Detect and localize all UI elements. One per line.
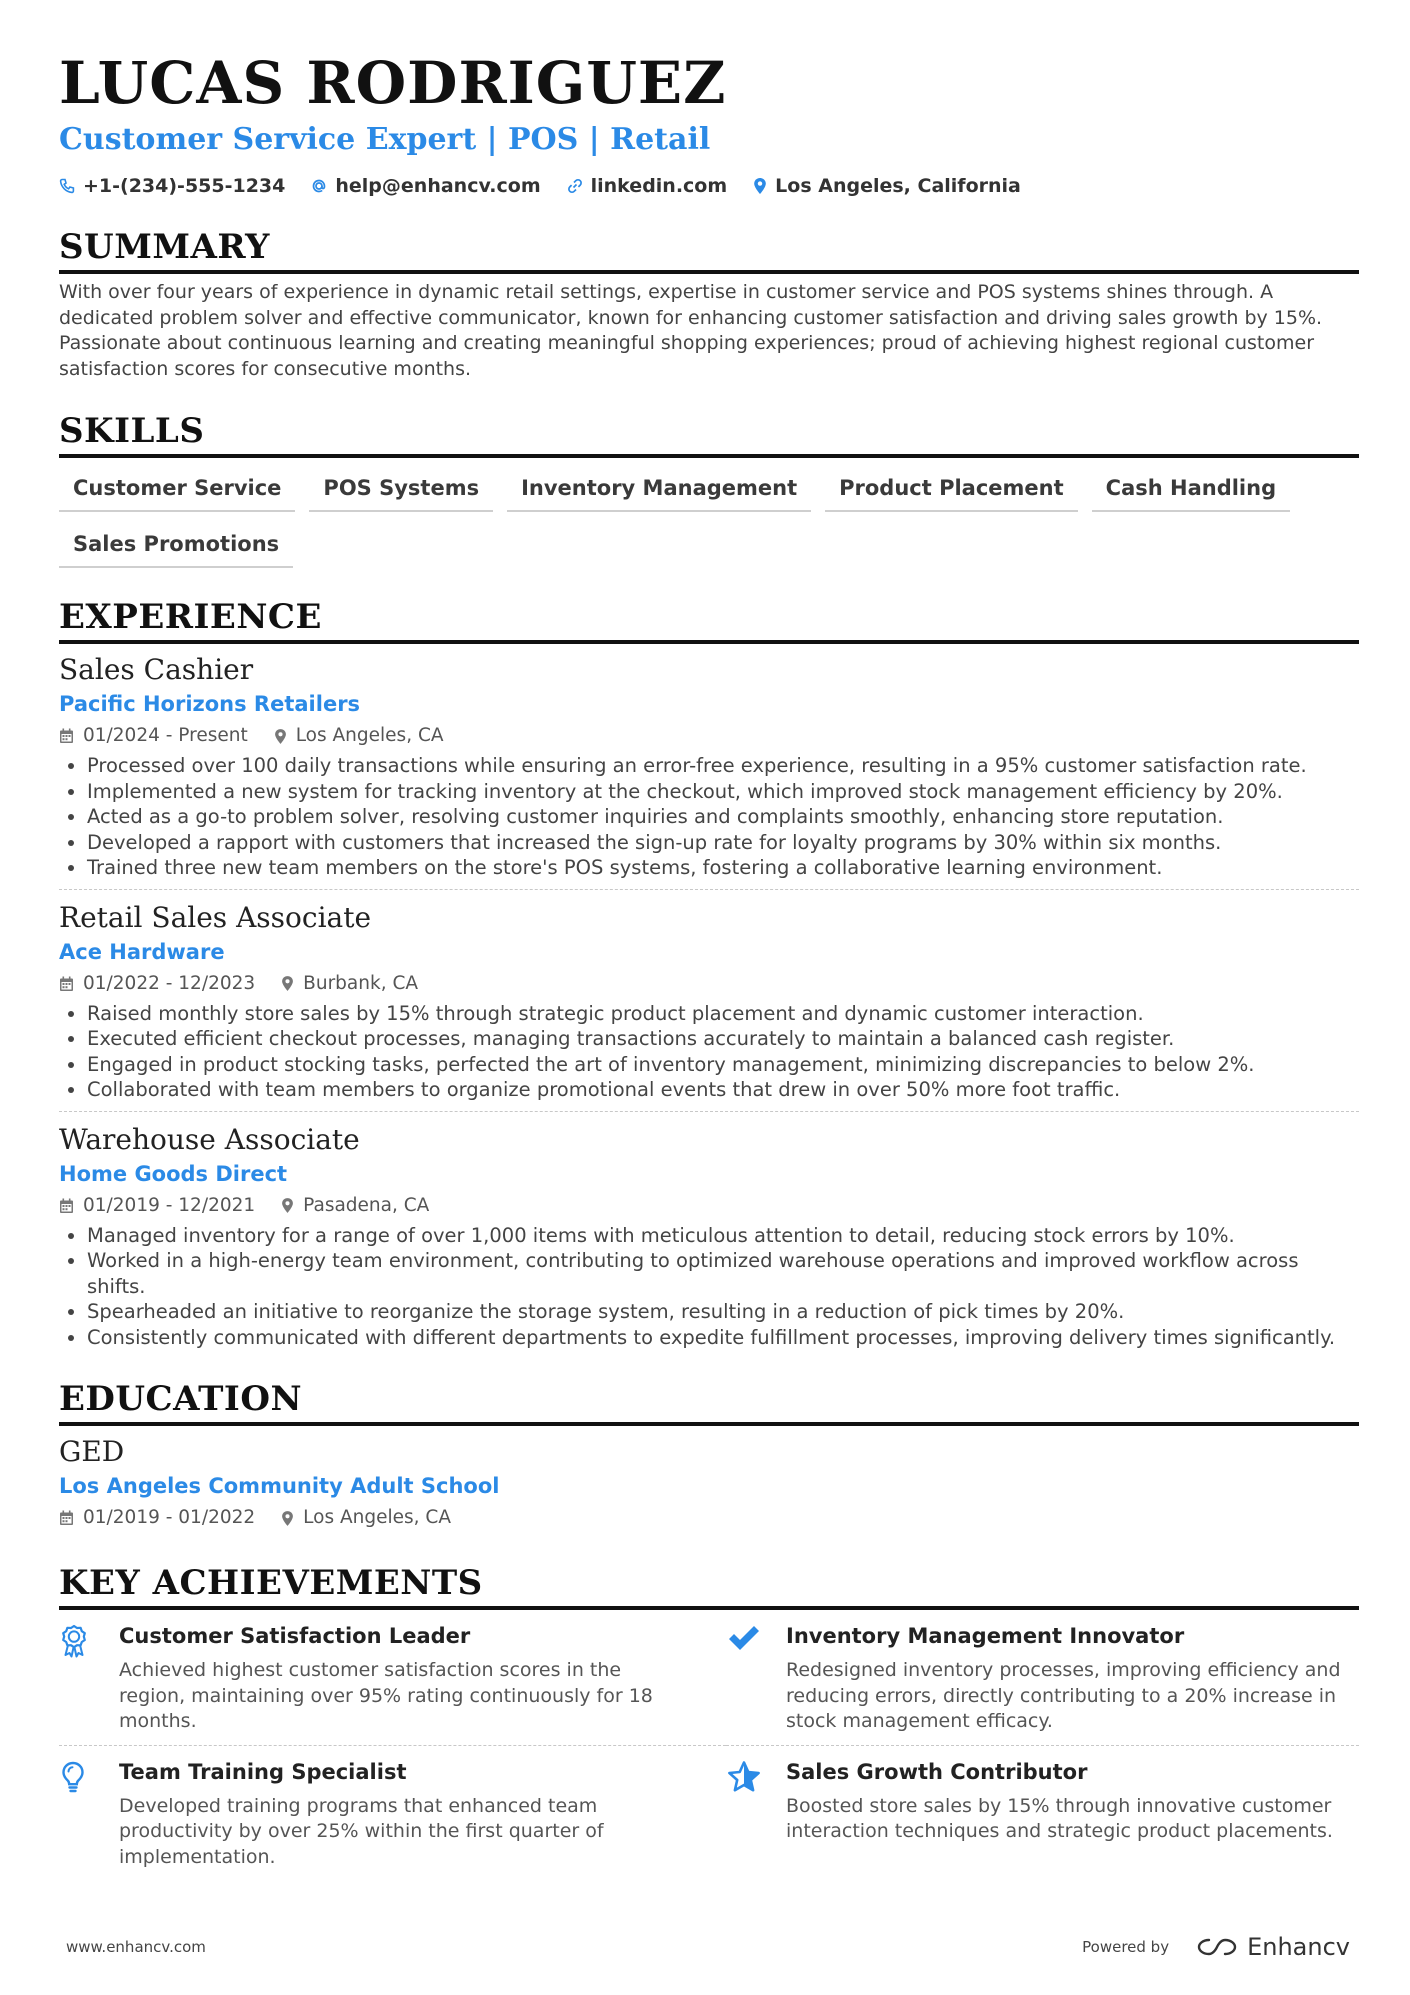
bullet-item: • Executed efficient checkout processes, managing transactions accurately to maintain a balanced cash register. (87, 1026, 1359, 1052)
contact-phone[interactable] (59, 175, 285, 197)
entry-divider (59, 1111, 1359, 1112)
school-name: Los Angeles Community Adult School (59, 1474, 500, 1498)
skills-list (59, 470, 1359, 582)
email-text: help@enhancv.com (335, 175, 541, 197)
contact-location (753, 175, 1021, 197)
bullet-item: • Implemented a new system for tracking inventory at the checkout, which improved stock management efficiency by 20%. (87, 779, 1359, 805)
location-pin-icon (281, 975, 294, 992)
achievements-grid (59, 1622, 1359, 1880)
achievement-item (726, 1758, 1359, 1881)
achievement-description: Redesigned inventory processes, improving efficiency and reducing errors, directly contributing to a 20% increase in stock management efficacy. (786, 1659, 1341, 1732)
job-meta (59, 1194, 1359, 1218)
footer-website-link[interactable]: www.enhancv.com (66, 1938, 206, 1956)
achievement-divider (726, 1745, 1359, 1746)
job-title: Sales Cashier (59, 653, 254, 686)
skill-tag: POS Systems (309, 470, 493, 512)
skill-tag: Cash Handling (1092, 470, 1290, 512)
job-entry (59, 900, 1359, 1112)
job-company: Ace Hardware (59, 939, 225, 964)
achievement-description: Boosted store sales by 15% through innovative customer interaction techniques and strategic product placements. (786, 1794, 1333, 1842)
location-pin-icon (281, 1197, 294, 1214)
bullet-item: • Consistently communicated with different departments to expedite fulfillment processes, improving delivery times significantly. (87, 1325, 1359, 1351)
link-icon (567, 178, 583, 194)
calendar-icon (59, 976, 74, 992)
education-section (59, 1378, 1359, 1530)
location-text: Los Angeles, California (775, 175, 1021, 197)
skills-heading: SKILLS (59, 410, 1359, 458)
bullet-item: • Managed inventory for a range of over 1,000 items with meticulous attention to detail, reducing stock errors by 10%. (87, 1223, 1359, 1249)
candidate-name: LUCAS RODRIGUEZ (59, 49, 727, 117)
education-dates: 01/2019 - 01/2022 (83, 1507, 256, 1528)
job-bullets (59, 753, 1359, 881)
job-company: Home Goods Direct (59, 1161, 288, 1186)
calendar-icon (59, 1198, 74, 1214)
resume-page (59, 50, 1359, 1880)
achievement-item (59, 1622, 692, 1745)
star-icon (726, 1760, 762, 1794)
summary-text: With over four years of experience in dynamic retail settings, expertise in customer service and POS systems shines through. A dedicated problem solver and effective communicator, known for enhancing customer satisfaction and driving sales growth by 15%. Passionate about continuous learning and creating meaningful shopping experiences; proud of achieving highest regional customer satisfaction scores for consecutive months. (59, 281, 1323, 380)
achievement-title: Customer Satisfaction Leader (119, 1624, 471, 1648)
summary-heading: SUMMARY (59, 226, 1359, 274)
skill-tag: Sales Promotions (59, 526, 293, 568)
achievement-title: Team Training Specialist (119, 1759, 407, 1784)
job-company: Pacific Horizons Retailers (59, 692, 361, 716)
linkedin-text: linkedin.com (590, 175, 728, 197)
location-pin-icon (753, 177, 767, 195)
job-title: Warehouse Associate (59, 1122, 360, 1156)
skill-tag: Inventory Management (507, 470, 811, 512)
job-dates: 01/2019 - 12/2021 (83, 1194, 256, 1216)
achievement-title: Inventory Management Innovator (786, 1624, 1185, 1648)
job-dates: 01/2022 - 12/2023 (83, 972, 256, 994)
skill-tag: Product Placement (825, 470, 1078, 512)
job-bullets (59, 1001, 1359, 1103)
achievement-description: Achieved highest customer satisfaction scores in the region, maintaining over 95% rating continuously for 18 months. (119, 1659, 653, 1732)
location-pin-icon (274, 728, 287, 745)
job-entry (59, 1122, 1359, 1351)
experience-heading: EXPERIENCE (59, 596, 1359, 644)
footer (66, 1933, 1350, 1961)
entry-divider (59, 889, 1359, 890)
location-pin-icon (281, 1510, 294, 1527)
achievement-divider (59, 1745, 726, 1746)
at-sign-icon (311, 178, 327, 194)
job-title: Retail Sales Associate (59, 900, 372, 934)
powered-by-label: Powered by (1082, 1938, 1170, 1956)
skill-tag: Customer Service (59, 470, 295, 512)
bullet-item: • Worked in a high-energy team environment, contributing to optimized warehouse operations and improved workflow across shifts. (87, 1248, 1359, 1299)
bullet-item: • Acted as a go-to problem solver, resolving customer inquiries and complaints smoothly, enhancing store reputation. (87, 804, 1359, 830)
summary-section (59, 226, 1359, 382)
achievement-title: Sales Growth Contributor (786, 1759, 1088, 1784)
education-heading: EDUCATION (59, 1378, 1359, 1426)
job-location: Burbank, CA (303, 972, 419, 994)
job-meta (59, 972, 1359, 996)
bullet-item: • Raised monthly store sales by 15% through strategic product placement and dynamic customer interaction. (87, 1001, 1359, 1027)
phone-icon (59, 178, 75, 194)
powered-by (1082, 1933, 1350, 1961)
phone-text: +1-(234)-555-1234 (83, 175, 286, 197)
contact-email[interactable] (311, 175, 540, 197)
experience-section (59, 596, 1359, 1350)
job-bullets (59, 1223, 1359, 1351)
education-location: Los Angeles, CA (303, 1507, 451, 1528)
checkmark-icon (726, 1624, 762, 1654)
candidate-title: Customer Service Expert | POS | Retail (59, 122, 711, 157)
achievement-description: Developed training programs that enhanced team productivity by over 25% within the first quarter of implementation. (119, 1794, 604, 1868)
achievement-item (59, 1758, 692, 1881)
achievements-heading: KEY ACHIEVEMENTS (59, 1562, 1359, 1610)
education-meta (59, 1506, 1359, 1530)
calendar-icon (59, 1510, 74, 1526)
bullet-item: • Processed over 100 daily transactions while ensuring an error-free experience, resulting in a 95% customer satisfaction rate. (87, 753, 1359, 779)
job-location: Pasadena, CA (303, 1194, 430, 1216)
contact-bar (59, 172, 1359, 200)
degree-title: GED (59, 1435, 125, 1468)
contact-linkedin[interactable] (567, 175, 728, 197)
footer-brand: Enhancv (1247, 1933, 1350, 1961)
enhancv-logo-icon (1195, 1935, 1239, 1959)
bullet-item: • Engaged in product stocking tasks, perfected the art of inventory management, minimizing discrepancies to below 2%. (87, 1052, 1359, 1078)
bullet-item: • Trained three new team members on the store's POS systems, fostering a collaborative learning environment. (87, 855, 1359, 881)
education-entry (59, 1434, 1359, 1530)
job-entry (59, 652, 1359, 890)
calendar-icon (59, 728, 74, 744)
achievements-section (59, 1562, 1359, 1880)
job-location: Los Angeles, CA (295, 725, 444, 746)
achievement-item (726, 1622, 1359, 1745)
bullet-item: • Spearheaded an initiative to reorganize the storage system, resulting in a reduction of pick times by 20%. (87, 1299, 1359, 1325)
bullet-item: • Developed a rapport with customers that increased the sign-up rate for loyalty programs by 30% within six months. (87, 830, 1359, 856)
award-ribbon-icon (59, 1624, 89, 1658)
bullet-item: • Collaborated with team members to organize promotional events that drew in over 50% more foot traffic. (87, 1077, 1359, 1103)
job-meta (59, 724, 1359, 748)
job-dates: 01/2024 - Present (83, 725, 248, 746)
skills-section (59, 410, 1359, 582)
lightbulb-icon (59, 1760, 87, 1794)
